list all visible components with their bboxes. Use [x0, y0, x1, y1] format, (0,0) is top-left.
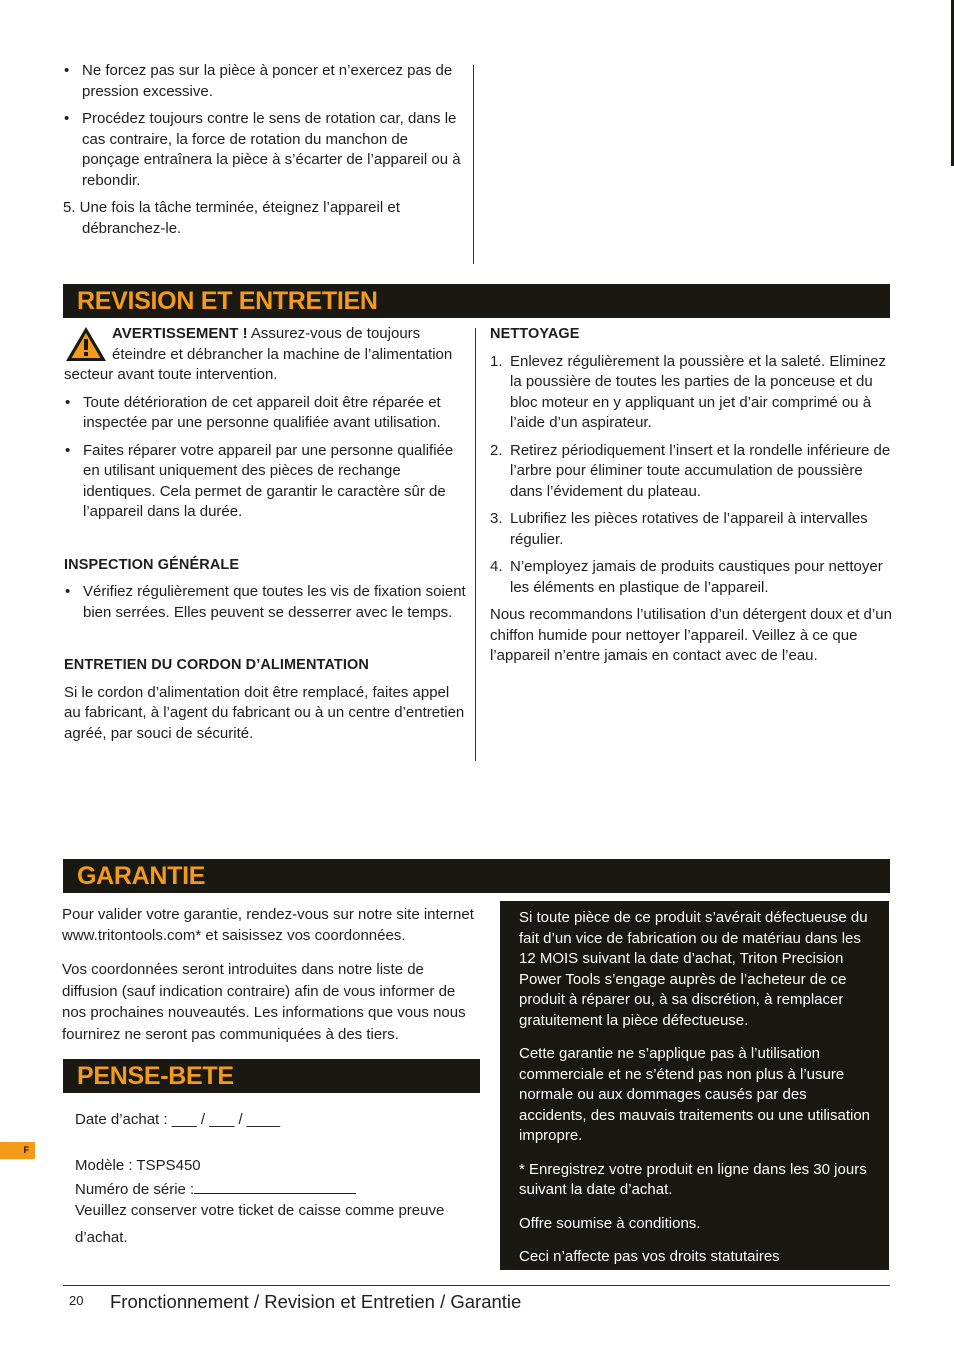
pense-bete-header-bar	[63, 1059, 480, 1093]
garantie-intro-1: Pour valider votre garantie, rendez-vous sur notre site internet www.tritontools.com* et saisissez vos coordonnées.	[62, 906, 474, 944]
step-text: Lubrifiez les pièces rotatives de l’appareil à intervalles régulier.	[510, 510, 868, 548]
step-text: N’employez jamais de produits caustiques pour nettoyer les éléments en plastique de l’appareil.	[510, 558, 883, 596]
cleaning-steps	[490, 352, 892, 599]
step-text: Retirez périodiquement l’insert et la rondelle inférieure de l’arbre pour éliminer toute accumulation de poussière dans l’évidement du plateau.	[510, 441, 891, 500]
cleaning-heading: NETTOYAGE	[490, 326, 580, 342]
top-bullet-list	[63, 61, 465, 191]
warranty-paragraph: Ceci n’affecte pas vos droits statutaires	[519, 1248, 780, 1265]
warning-triangle-icon	[64, 324, 108, 364]
footer-title: Fronctionnement / Revision et Entretien / Garantie	[110, 1291, 522, 1312]
column-divider-revision	[475, 328, 476, 761]
step-number: 2.	[490, 441, 503, 459]
serial-label: Numéro de série :	[75, 1181, 195, 1198]
inspection-bullet-list	[64, 582, 466, 623]
warning-bullet-list	[64, 393, 466, 523]
revision-right-column	[490, 324, 892, 667]
list-item	[490, 352, 892, 434]
list-item	[490, 509, 892, 550]
list-item: • Faites réparer votre appareil par une personne qualifiée en utilisant uniquement des pièces de rechange identiques. Cela permet de garantir le caractère sûr de l’appareil dans la durée.	[64, 441, 466, 523]
cord-heading: ENTRETIEN DU CORDON D’ALIMENTATION	[64, 657, 369, 673]
receipt-note: Veuillez conserver votre ticket de caisse comme preuve d’achat.	[75, 1201, 445, 1246]
list-item	[490, 557, 892, 598]
step-5: 5. Une fois la tâche terminée, éteignez l’appareil et débranchez-le.	[63, 199, 400, 237]
revision-header-bar	[63, 284, 890, 318]
purchase-date-line: Date d’achat : ___ / ___ / ____	[75, 1111, 281, 1128]
section-title-revision: REVISION ET ENTRETIEN	[77, 287, 378, 315]
revision-left-column	[64, 324, 466, 744]
garantie-intro-2: Vos coordonnées seront introduites dans notre liste de diffusion (sauf indication contraire) afin de vous informer de nos prochaines nouveautés. Les informations que vous nous fournirez ne seront pas communiquées à des tiers.	[62, 961, 466, 1043]
language-tab: F	[0, 1142, 35, 1159]
list-item	[490, 441, 892, 503]
section-title-pense-bete: PENSE-BETE	[77, 1062, 234, 1090]
warranty-paragraph: Si toute pièce de ce produit s’avérait défectueuse du fait d’un vice de fabrication ou de matériau dans les 12 MOIS suivant la date d’achat, Triton Precision Power Tools s’engage auprès de l’acheteur de ce produit à réparer ou, à sa discrétion, à remplacer gratuitement la pièce défectueuse.	[519, 909, 868, 1029]
warranty-paragraph: * Enregistrez votre produit en ligne dans les 30 jours suivant la date d’achat.	[519, 1160, 867, 1198]
warranty-paragraph: Offre soumise à conditions.	[519, 1214, 701, 1232]
step-number: 3.	[490, 510, 503, 527]
warning-paragraph	[64, 324, 466, 386]
step-number: 1.	[490, 352, 503, 370]
warranty-terms-box	[500, 901, 889, 1270]
footer-rule	[63, 1285, 890, 1286]
section-title-garantie: GARANTIE	[77, 862, 206, 890]
step-text: Enlevez régulièrement la poussière et la saleté. Eliminez la poussière de toutes les parties de la ponceuse et du bloc moteur en y appliquant un jet d’air comprimé ou à l’aide d’un aspirateur.	[510, 352, 887, 431]
warning-label: AVERTISSEMENT !	[112, 325, 248, 342]
serial-blank	[194, 1179, 356, 1194]
list-item: • Ne forcez pas sur la pièce à poncer et n’exercez pas de pression excessive.	[63, 61, 465, 102]
list-item: • Toute détérioration de cet appareil doit être réparée et inspectée par une personne qualifiée avant utilisation.	[64, 393, 466, 434]
column-divider-top	[473, 65, 474, 264]
cord-text: Si le cordon d’alimentation doit être remplacé, faites appel au fabricant, à l’agent du fabricant ou à un centre d’entretien agréé, par souci de sécurité.	[64, 683, 465, 742]
garantie-left-column	[62, 905, 482, 1045]
garantie-header-bar	[63, 859, 890, 893]
warning-text: Assurez-vous de toujours éteindre et débrancher la machine de l’alimentation secteur avant toute intervention.	[64, 325, 453, 383]
page-number: 20	[69, 1293, 84, 1308]
model-line: Modèle : TSPS450	[75, 1156, 201, 1174]
warning-block	[64, 324, 466, 386]
list-item: • Vérifiez régulièrement que toutes les vis de fixation soient bien serrées. Elles peuvent se desserrer avec le temps.	[64, 582, 466, 623]
cleaning-note: Nous recommandons l’utilisation d’un détergent doux et d’un chiffon humide pour nettoyer l’appareil. Veillez à ce que l’appareil n’entre jamais en contact avec de l’eau.	[490, 606, 892, 664]
pense-bete-content	[75, 1110, 470, 1251]
warranty-paragraph: Cette garantie ne s’applique pas à l’utilisation commerciale et ne s’étend pas non plus à l’usure normale ou aux dommages causés par des accidents, des mauvais traitements ou une utilisation impropre.	[519, 1045, 871, 1144]
step-number: 4.	[490, 558, 503, 575]
list-item: • Procédez toujours contre le sens de rotation car, dans le cas contraire, la force de rotation du manchon de ponçage entraînera la pièce à s’écarter de l’appareil ou à rebondir.	[63, 109, 465, 191]
inspection-heading: INSPECTION GÉNÉRALE	[64, 556, 240, 573]
top-continuation	[63, 61, 465, 239]
